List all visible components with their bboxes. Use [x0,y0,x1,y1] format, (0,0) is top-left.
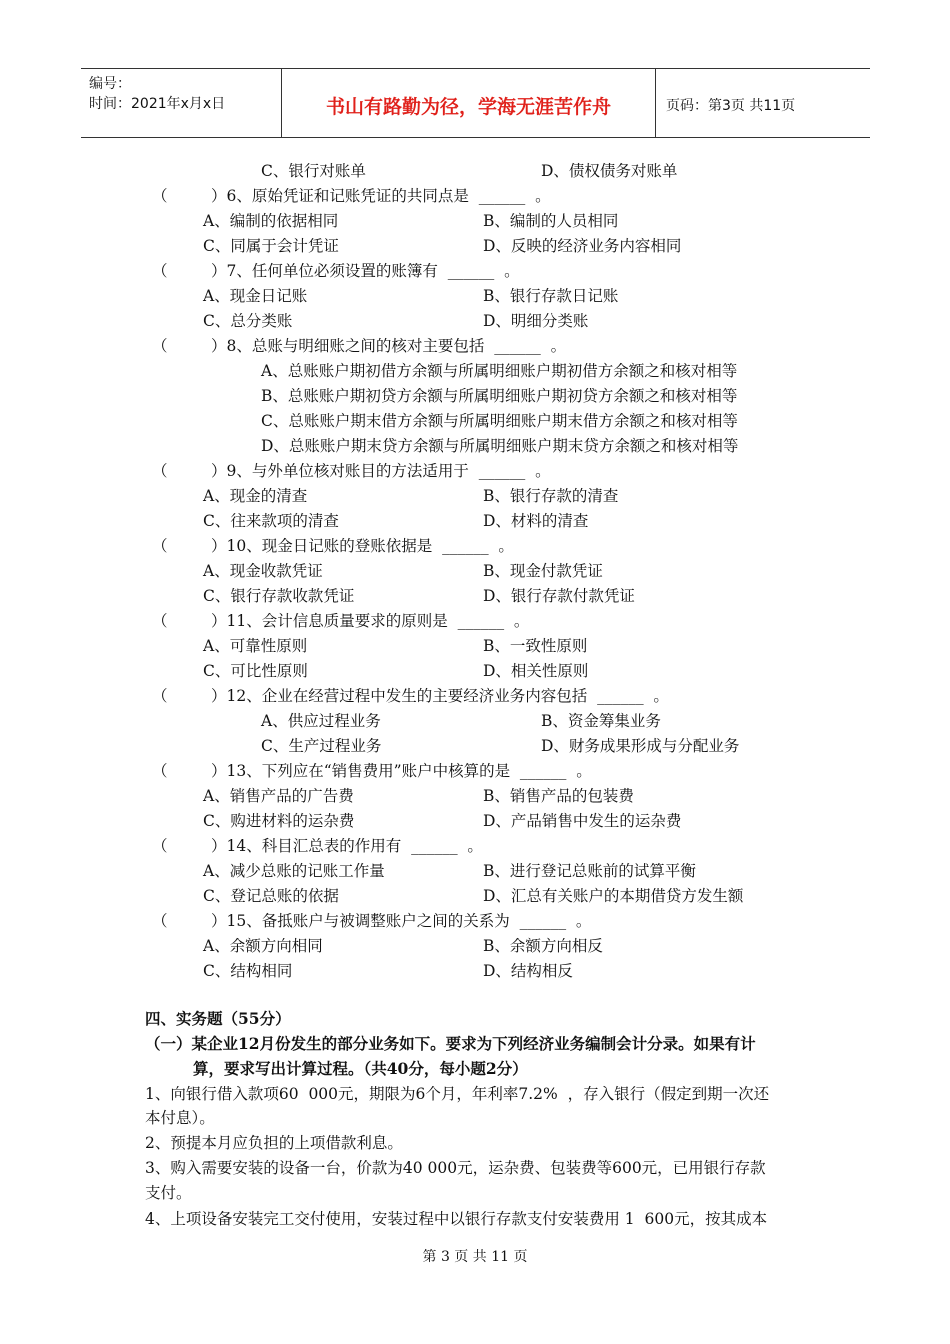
subsection-title-line2: 算，要求写出计算过程。（共40分，每小题2分） [193,1059,528,1078]
option-d: D、明细分类账 [483,312,589,330]
option-d: D、产品销售中发生的运杂费 [483,812,682,830]
task-line: 本付息）。 [145,1109,215,1127]
option-b: B、现金付款凭证 [483,562,603,580]
question-stem: ）9、与外单位核对账目的方法适用于 ______ 。 [211,462,551,480]
page-header [81,68,870,138]
question-stem: ）10、现金日记账的登账依据是 ______ 。 [211,537,514,555]
answer-paren: （ [152,537,168,555]
option-b: B、总账账户期初贷方余额与所属明细账户期初贷方余额之和核对相等 [261,387,738,405]
option-c: C、同属于会计凭证 [203,237,339,255]
option-a: A、减少总账的记账工作量 [203,862,385,880]
answer-paren: （ [152,762,168,780]
question-stem: ）6、原始凭证和记账凭证的共同点是 ______ 。 [211,187,551,205]
section-title: 四、实务题（55分） [145,1009,291,1028]
answer-paren: （ [152,262,168,280]
question-stem: ）13、下列应在“销售费用”账户中核算的是 ______ 。 [211,762,592,780]
task-line: 1、向银行借入款项60 000元，期限为6个月，年利率7.2% ，存入银行（假定到期一次还 [145,1085,770,1103]
option-b: B、进行登记总账前的试算平衡 [483,862,696,880]
task-line: 3、购入需要安装的设备一台，价款为40 000元，运杂费、包装费等600元，已用银行存款 [145,1159,766,1177]
option-a: A、现金日记账 [203,287,308,305]
option-d: D、财务成果形成与分配业务 [541,737,740,755]
q5-option-c: C、银行对账单 [261,162,366,180]
option-d: D、银行存款付款凭证 [483,587,635,605]
question-stem: ）11、会计信息质量要求的原则是 ______ 。 [211,612,530,630]
option-a: A、余额方向相同 [203,937,323,955]
page-footer: 第 3 页 共 11 页 [422,1249,528,1265]
option-d: D、总账账户期末贷方余额与所属明细账户期末贷方余额之和核对相等 [261,437,739,455]
doc-number-label: 编号： [89,76,131,92]
answer-paren: （ [152,912,168,930]
option-b: B、银行存款日记账 [483,287,619,305]
option-b: B、一致性原则 [483,637,588,655]
option-c: C、购进材料的运杂费 [203,812,355,830]
page-code: 页码：第3页 共11页 [666,98,796,114]
question-stem: ）12、企业在经营过程中发生的主要经济业务内容包括 ______ 。 [211,687,669,705]
option-b: B、销售产品的包装费 [483,787,634,805]
task-line: 2、预提本月应负担的上项借款利息。 [145,1134,403,1152]
doc-time-label: 时间：2021年x月x日 [89,96,226,112]
option-c: C、总账账户期末借方余额与所属明细账户期末借方余额之和核对相等 [261,412,738,430]
answer-paren: （ [152,612,168,630]
option-a: A、编制的依据相同 [203,212,339,230]
option-c: C、往来款项的清查 [203,512,339,530]
option-b: B、编制的人员相同 [483,212,619,230]
answer-paren: （ [152,687,168,705]
option-d: D、材料的清查 [483,512,589,530]
task-line: 支付。 [145,1184,192,1202]
option-b: B、余额方向相反 [483,937,603,955]
option-d: D、汇总有关账户的本期借贷方发生额 [483,887,744,905]
option-c: C、结构相同 [203,962,293,980]
subsection-title-line1: （一）某企业12月份发生的部分业务如下。要求为下列经济业务编制会计分录。如果有计 [145,1034,756,1053]
header-motto-cell [282,69,656,137]
task-line: 4、上项设备安装完工交付使用，安装过程中以银行存款支付安装费用 1 600元，按其成本 [145,1210,768,1228]
question-stem: ）14、科目汇总表的作用有 ______ 。 [211,837,483,855]
answer-paren: （ [152,187,168,205]
option-a: A、现金收款凭证 [203,562,323,580]
header-meta [81,69,282,137]
header-page-cell [656,69,870,137]
option-c: C、总分类账 [203,312,293,330]
option-a: A、可靠性原则 [203,637,308,655]
option-c: C、银行存款收款凭证 [203,587,355,605]
option-b: B、银行存款的清查 [483,487,619,505]
question-stem: ）8、总账与明细账之间的核对主要包括 ______ 。 [211,337,567,355]
motto: 书山有路勤为径，学海无涯苦作舟 [325,96,611,118]
q5-option-d: D、债权债务对账单 [541,162,678,180]
option-a: A、现金的清查 [203,487,308,505]
option-d: D、反映的经济业务内容相同 [483,237,682,255]
option-d: D、相关性原则 [483,662,589,680]
option-c: C、可比性原则 [203,662,308,680]
option-a: A、销售产品的广告费 [203,787,354,805]
answer-paren: （ [152,837,168,855]
answer-paren: （ [152,337,168,355]
answer-paren: （ [152,462,168,480]
question-stem: ）7、任何单位必须设置的账簿有 ______ 。 [211,262,520,280]
question-stem: ）15、备抵账户与被调整账户之间的关系为 ______ 。 [211,912,592,930]
option-a: A、供应过程业务 [261,712,381,730]
option-c: C、生产过程业务 [261,737,382,755]
option-d: D、结构相反 [483,962,573,980]
option-b: B、资金筹集业务 [541,712,661,730]
option-a: A、总账账户期初借方余额与所属明细账户期初借方余额之和核对相等 [261,362,738,380]
option-c: C、登记总账的依据 [203,887,339,905]
